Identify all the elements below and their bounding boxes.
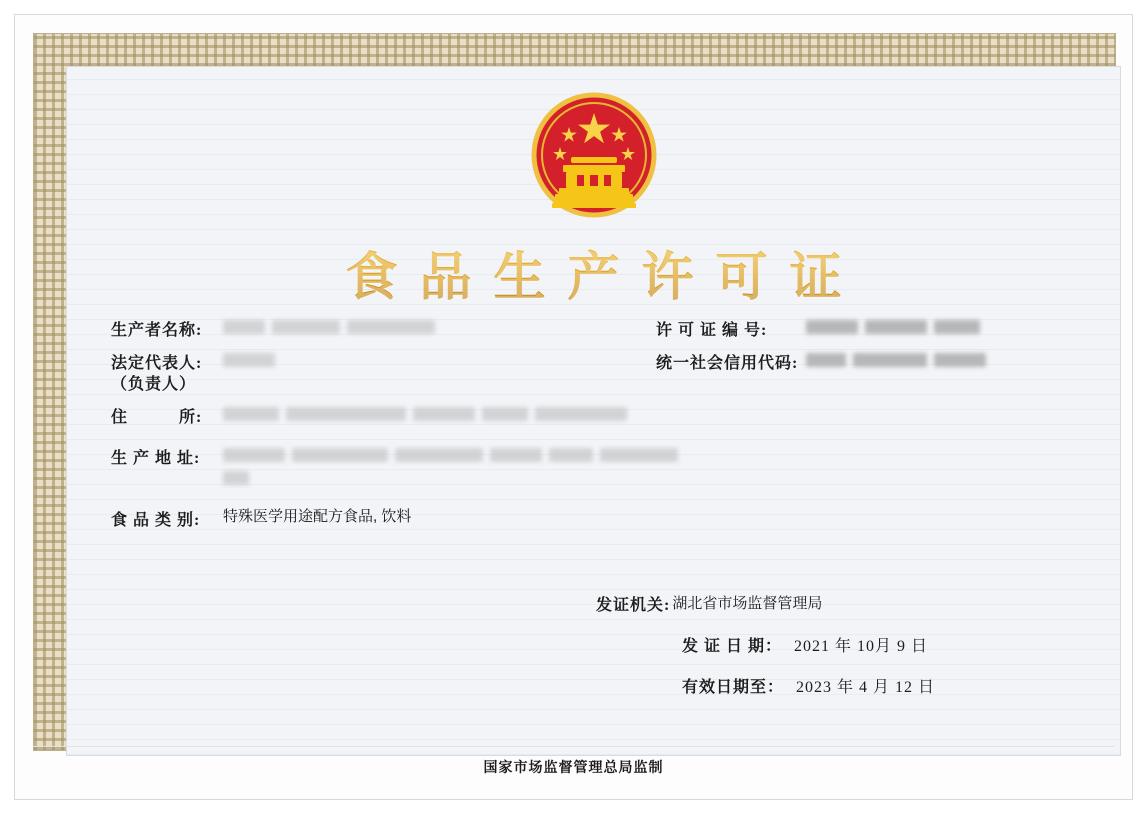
residence-value [221,404,1076,427]
issue-date-row [596,633,1066,656]
certificate-body [66,66,1121,756]
valid-until-label: 有效日期至： [682,679,785,696]
producer-name-value [221,317,656,340]
row-food-category [111,507,1076,530]
credit-code-value [804,350,1076,373]
row-residence [111,404,1076,427]
redacted-block [482,407,528,421]
redacted-block [347,320,435,334]
row-production-address [111,445,1076,485]
legal-representative-label: 法定代表人: [111,355,203,372]
issuing-authority-row [596,592,1066,615]
redacted-block [286,407,406,421]
china-national-emblem-icon [519,89,669,221]
valid-until-value: 2023 年 4 月 12 日 [796,679,936,696]
ornamental-border-frame [33,33,1116,751]
redacted-block [223,448,285,462]
redacted-block [223,320,265,334]
issue-date-value: 2021 年 10月 9 日 [794,638,929,655]
redacted-block [490,448,542,462]
redacted-block [223,471,249,485]
legal-representative-value [221,350,656,373]
license-no-label: 许 可 证 编 号: [656,322,768,339]
row-legal-representative-sub [111,375,1076,400]
redacted-block [272,320,340,334]
production-address-value [221,445,1076,485]
national-emblem [67,89,1120,221]
issuing-authority-label: 发证机关: [596,597,671,614]
footer-divider [33,746,1114,747]
issue-date-label: 发 证 日 期： [682,638,783,655]
food-category-value: 特殊医学用途配方食品, 饮料 [223,508,412,526]
redacted-block [223,407,279,421]
food-category-label: 食 品 类 别: [111,512,201,530]
redacted-block [395,448,483,462]
redacted-block [853,353,927,367]
certificate-title: 食品生产许可证 [67,235,1120,310]
issuing-authority-value: 湖北省市场监督管理局 [672,595,823,612]
redacted-block [600,448,678,462]
license-no-value [804,317,1076,340]
redacted-block [934,353,986,367]
producer-name-label: 生产者名称: [111,322,203,339]
redacted-block [806,353,846,367]
issuing-block [596,592,1066,715]
footer-text: 国家市场监督管理总局监制 [483,761,664,776]
residence-label: 住 所: [111,409,203,426]
redacted-block [223,353,275,367]
redacted-block [535,407,627,421]
row-legal-representative [111,350,1076,373]
redacted-block [549,448,593,462]
row-producer-name [111,317,1076,340]
valid-until-row [596,674,1066,697]
redacted-block [292,448,388,462]
legal-representative-sub-label: （负责人） [111,376,197,393]
certificate-fields [67,317,1120,540]
credit-code-label: 统一社会信用代码: [656,355,799,372]
redacted-block [934,320,980,334]
redacted-block [865,320,927,334]
redacted-block [806,320,858,334]
production-address-label: 生 产 地 址: [111,450,201,467]
certificate-paper [14,14,1133,800]
redacted-block [413,407,475,421]
